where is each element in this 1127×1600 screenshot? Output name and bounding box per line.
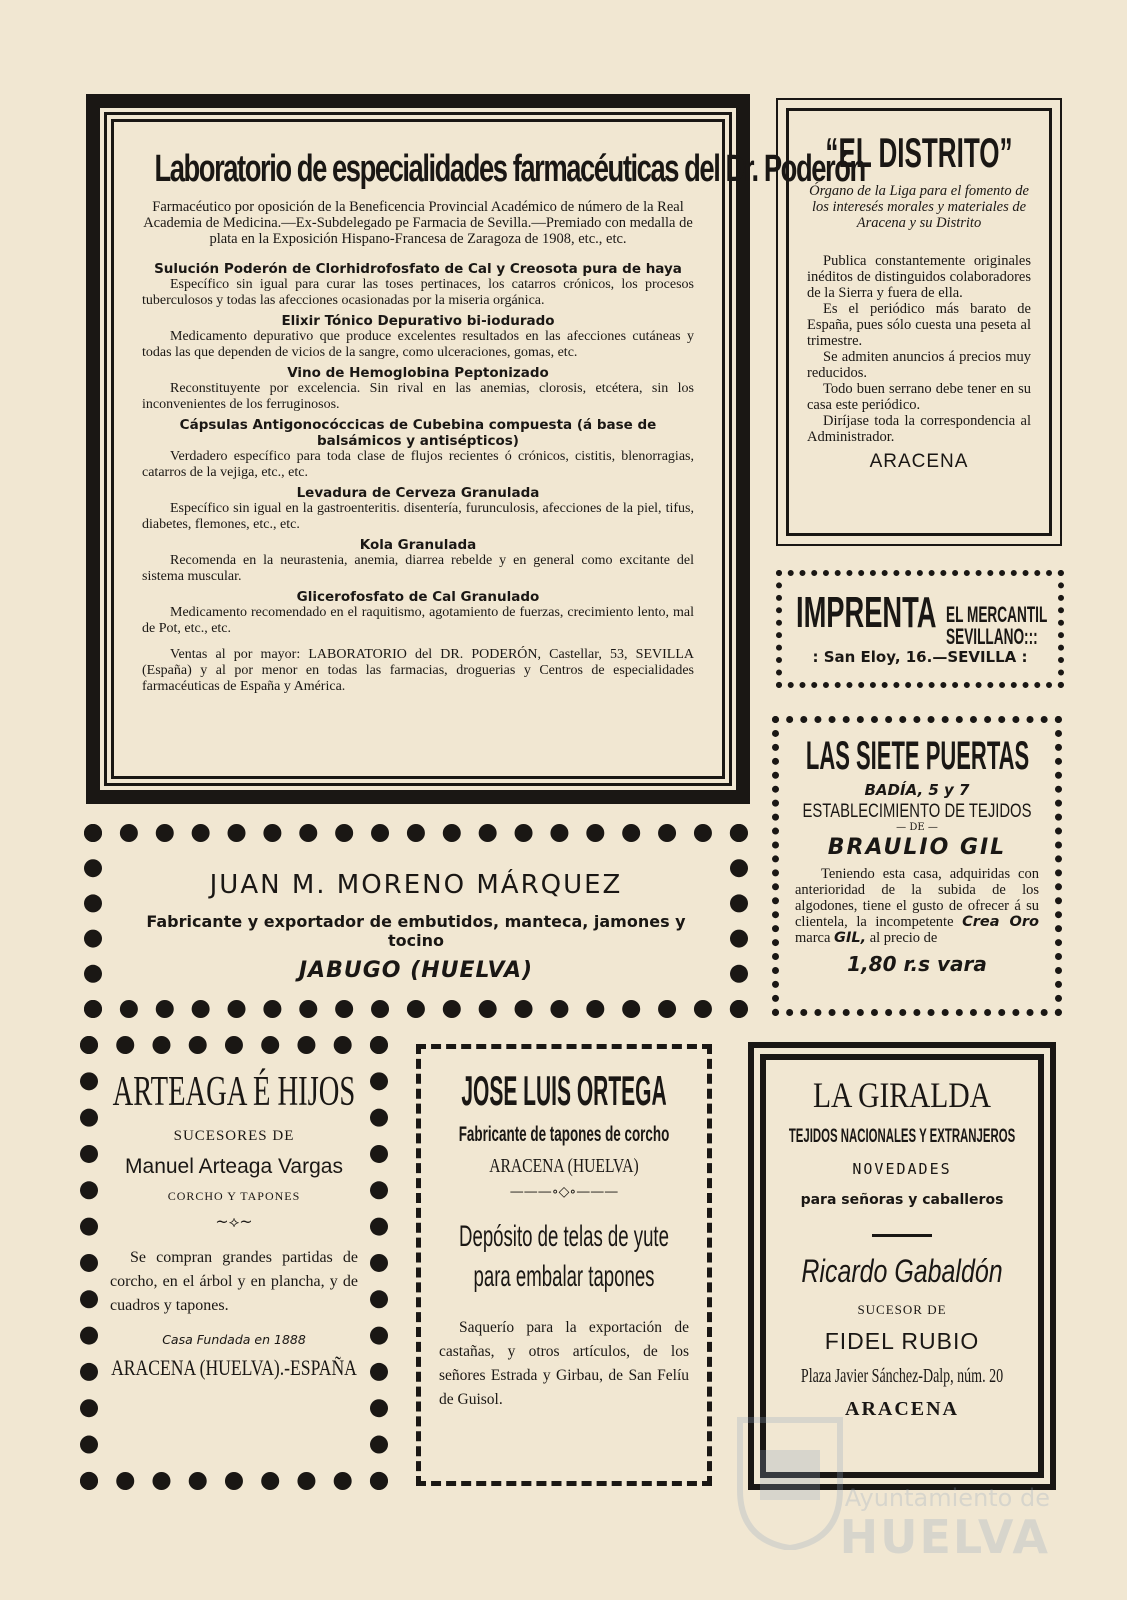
brand-name: Crea Oro: [962, 914, 1039, 930]
giralda-successor: SUCESOR DE: [857, 1302, 947, 1317]
giralda-city: ARACENA: [845, 1398, 959, 1420]
ortega-desc: Fabricante de tapones de corcho: [458, 1123, 670, 1146]
siete-puertas-connector: — DE —: [896, 822, 938, 833]
imprenta-name: [946, 604, 1047, 648]
siete-puertas-establishment: ESTABLECIMIENTO DE TEJIDOS: [802, 801, 1032, 822]
product-name: Vino de Hemoglobina Peptonizado: [287, 365, 549, 381]
body-text: Teniendo esta casa, adquiridas con anterioridad de la subida de los algodones, tiene el gusto de ofrecer á su clientela, la incompetente: [795, 866, 1039, 930]
distrito-paragraph: Se admiten anuncios á precios muy reducidos.: [807, 349, 1031, 381]
product-desc: Medicamento depurativo que produce excelentes resultados en las afecciones cutáneas y todas las que dependen de vicios de la sangre, como ulceraciones, gomas, etc.: [142, 329, 694, 360]
product-list: [142, 261, 694, 637]
distrito-tagline: Órgano de la Liga para el fomento de los interesés morales y materiales de Aracena y su Distrito: [809, 183, 1029, 231]
giralda-novelties: NOVEDADES: [852, 1160, 952, 1178]
ornament-icon: ———∘◇∘———: [509, 1184, 619, 1200]
ortega-title: JOSE LUIS ORTEGA: [461, 1067, 667, 1114]
body-text: marca: [795, 930, 831, 946]
arteaga-founded: Casa Fundada en 1888: [162, 1332, 306, 1347]
giralda-title: LA GIRALDA: [813, 1075, 991, 1115]
brand-name: GIL,: [834, 930, 867, 946]
laboratorio-subtitle: Farmacéutico por oposición de la Beneficencia Provincial Académico de número de la Real Academia de Medicina.—Ex-Subdelegado pe Farmacia de Sevilla.—Premiado con medalla de plata en la Exposición Hispano-Francesa de Zaragoza de 1908, etc., etc.: [143, 199, 693, 247]
ornament-icon: ~⟡~: [215, 1212, 253, 1231]
product-name: Levadura de Cerveza Granulada: [296, 485, 540, 501]
imprenta-ad: [776, 570, 1064, 688]
distrito-city: ARACENA: [869, 451, 969, 472]
product-desc: Medicamento recomendado en el raquitismo, agotamiento de fuerzas, crecimiento lento, mal de Pot, etc., etc.: [142, 605, 694, 636]
siete-puertas-address: BADÍA, 5 y 7: [864, 781, 970, 799]
imprenta-title: IMPRENTA: [796, 588, 937, 637]
arteaga-body: Se compran grandes partidas de corcho, en el árbol y en plancha, y de cuadros y tapones.: [110, 1249, 358, 1314]
arteaga-founder: Manuel Arteaga Vargas: [125, 1155, 343, 1178]
distrito-ad: [776, 98, 1062, 546]
siete-puertas-title: LAS SIETE PUERTAS: [805, 734, 1030, 778]
ortega-deposit-line2: para embalar tapones: [473, 1260, 655, 1293]
arteaga-city: ARACENA (HUELVA).-ESPAÑA: [111, 1355, 357, 1380]
siete-puertas-owner: BRAULIO GIL: [827, 835, 1007, 860]
imprenta-address: : San Eloy, 16.—SEVILLA :: [812, 648, 1028, 666]
product-desc: Reconstituyente por excelencia. Sin rival en las anemias, clorosis, etcétera, sin los inconvenientes de los ferruginosos.: [142, 381, 694, 412]
distrito-body: [807, 253, 1031, 445]
coat-of-arms-icon: [730, 1400, 850, 1550]
moreno-city: JABUGO (HUELVA): [298, 958, 534, 983]
ortega-city: ARACENA (HUELVA): [489, 1155, 639, 1177]
ortega-body: Saquerío para la exportación de castañas, y otros artículos, de los señores Estrada y Girbau, de San Felíu de Guisol.: [439, 1319, 689, 1408]
watermark-line2: HUELVA: [839, 1510, 1050, 1564]
moreno-ad: [84, 824, 748, 1018]
product-name: Sulución Poderón de Clorhidrofosfato de Cal y Creosota pura de haya: [154, 261, 682, 277]
product-name: Cápsulas Antigonocóccicas de Cubebina compuesta (á base de balsámicos y antisépticos): [179, 417, 657, 449]
giralda-textiles: TEJIDOS NACIONALES Y EXTRANJEROS: [788, 1126, 1016, 1147]
watermark: [730, 1380, 1070, 1570]
distrito-paragraph: Es el periódico más barato de España, pues sólo cuesta una peseta al trimestre.: [807, 301, 1031, 349]
imprenta-name-line1: EL MERCANTIL: [946, 602, 1048, 627]
distrito-paragraph: Diríjase toda la correspondencia al Administrador.: [807, 413, 1031, 445]
distrito-paragraph: Todo buen serrano debe tener en su casa este periódico.: [807, 381, 1031, 413]
product-desc: Verdadero específico para toda clase de flujos recientes ó crónicos, cistitis, blenorragias, catarros de la vejiga, etc., etc.: [142, 449, 694, 480]
siete-puertas-body: [795, 866, 1039, 946]
giralda-for: para señoras y caballeros: [800, 1192, 1004, 1208]
imprenta-name-line2: SEVILLANO:::: [946, 624, 1038, 649]
body-text: al precio de: [869, 930, 938, 946]
product-name: Elixir Tónico Depurativo bi-iodurado: [281, 313, 555, 329]
divider: [872, 1234, 932, 1237]
distrito-paragraph: Publica constantemente originales inéditos de distinguidos colaboradores de la Sierra y fuera de ella.: [807, 253, 1031, 301]
giralda-owner: Ricardo Gabaldón: [801, 1253, 1003, 1289]
arteaga-products: CORCHO Y TAPONES: [167, 1189, 301, 1203]
distrito-title: “EL DISTRITO”: [825, 129, 1013, 176]
laboratorio-title: Laboratorio de especialidades farmacéuticas del Dr. Poderón: [154, 148, 865, 190]
siete-puertas-price: 1,80 r.s vara: [847, 952, 987, 976]
arteaga-ad: [80, 1036, 388, 1490]
arteaga-successors: SUCESORES DE: [173, 1128, 295, 1144]
ortega-ad: [416, 1044, 712, 1486]
siete-puertas-ad: [772, 716, 1062, 1016]
product-desc: Específico sin igual en la gastroenteritis. disentería, furunculosis, afecciones de la piel, tifus, diabetes, flemones, etc., etc.: [142, 501, 694, 532]
arteaga-title: ARTEAGA É HIJOS: [112, 1069, 356, 1115]
product-name: Glicerofosfato de Cal Granulado: [296, 589, 540, 605]
laboratorio-footer: Ventas al por mayor: LABORATORIO del DR. PODERÓN, Castellar, 53, SEVILLA (España) y al por menor en todas las farmacias, droguerias y Centros de especialidades farmacéuticas de España y América.: [142, 647, 694, 694]
product-name: Kola Granulada: [359, 537, 477, 553]
laboratorio-ad: [86, 94, 865, 804]
giralda-previous: FIDEL RUBIO: [824, 1328, 980, 1354]
moreno-desc: Fabricante y exportador de embutidos, manteca, jamones y tocino: [146, 912, 686, 950]
product-desc: Específico sin igual para curar las toses pertinaces, los catarros crónicos, los procesos tuberculosos y todas las afecciones ocasionadas por la miseria orgánica.: [142, 277, 694, 308]
watermark-line1: Ayuntamiento de: [844, 1484, 1050, 1512]
product-desc: Recomenda en la neurastenia, anemia, diarrea rebelde y en general como excitante del sistema muscular.: [142, 553, 694, 584]
moreno-name: JUAN M. MORENO MÁRQUEZ: [209, 870, 623, 900]
giralda-address: Plaza Javier Sánchez-Dalp, núm. 20: [800, 1365, 1004, 1387]
ortega-deposit-line1: Depósito de telas de yute: [459, 1220, 669, 1253]
